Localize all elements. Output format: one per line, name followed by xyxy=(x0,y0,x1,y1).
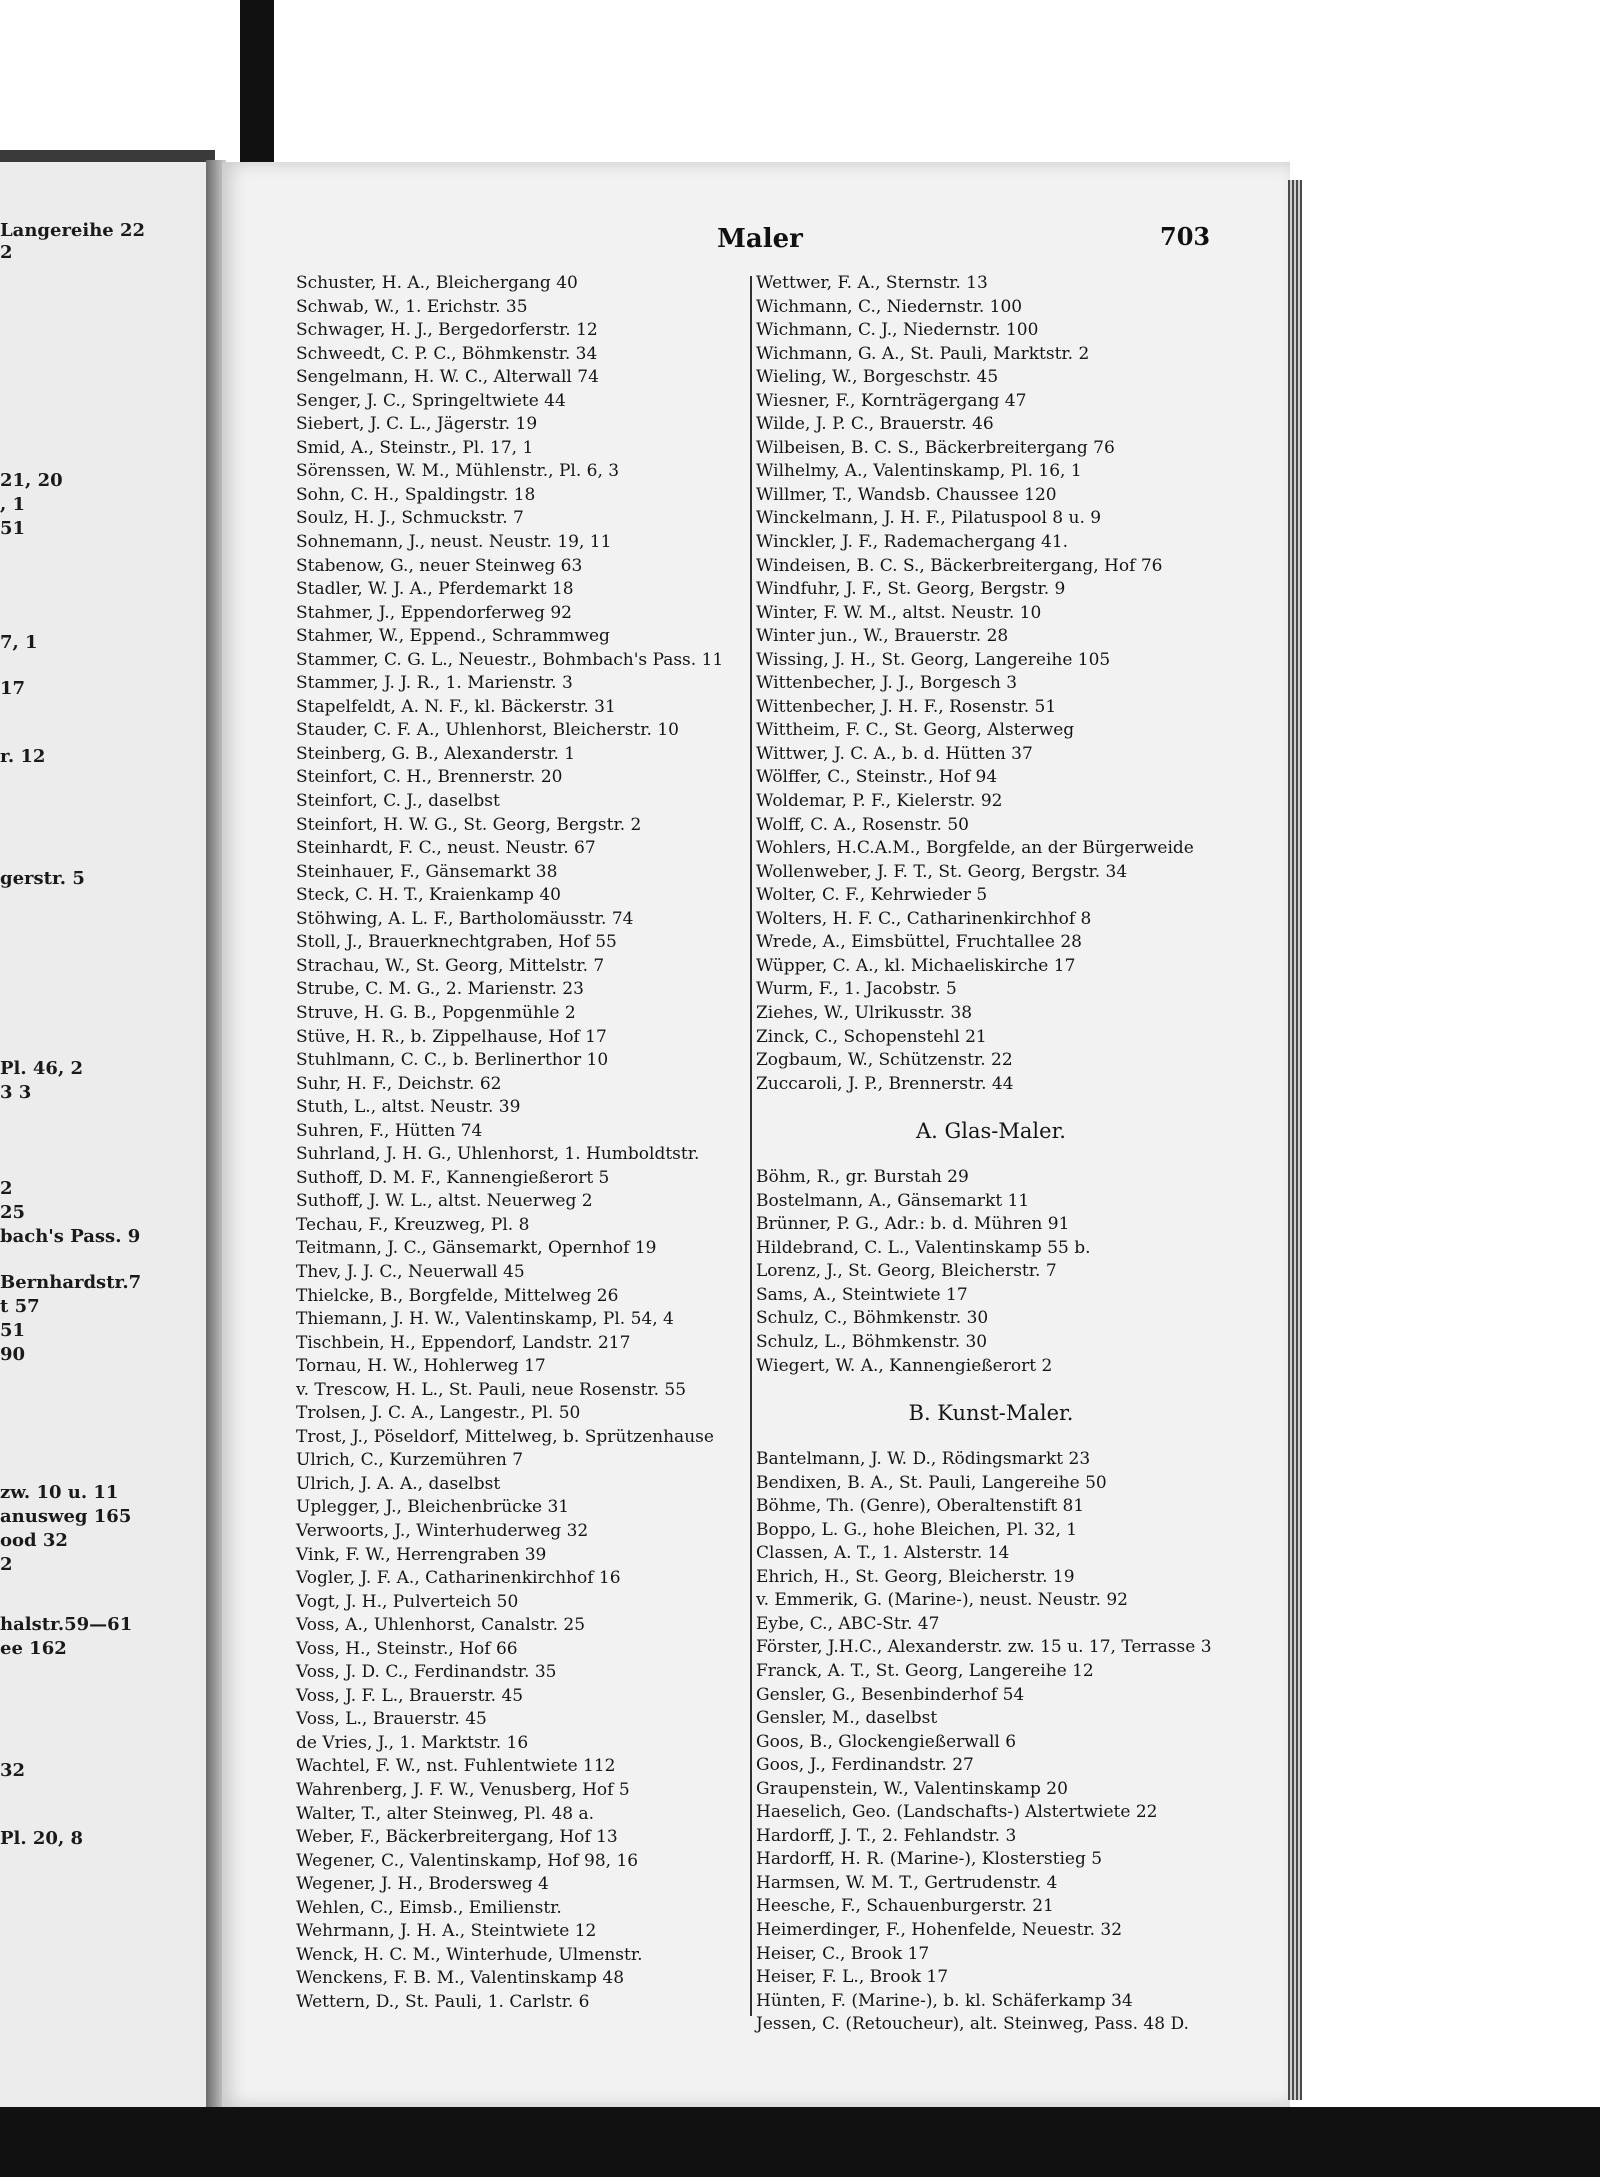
directory-entry: de Vries, J., 1. Marktstr. 16 xyxy=(296,1732,529,1753)
directory-entry: v. Trescow, H. L., St. Pauli, neue Rosenstr. 55 xyxy=(296,1379,687,1400)
directory-entry: Walter, T., alter Steinweg, Pl. 48 a. xyxy=(296,1803,595,1824)
left-column xyxy=(296,272,746,2014)
binding-strip xyxy=(240,0,274,170)
directory-entry: Hardorff, J. T., 2. Fehlandstr. 3 xyxy=(756,1825,1017,1846)
directory-entry: Smid, A., Steinstr., Pl. 17, 1 xyxy=(296,437,534,458)
directory-entry: Steck, C. H. T., Kraienkamp 40 xyxy=(296,885,561,906)
directory-entry: Gensler, M., daselbst xyxy=(756,1708,938,1729)
directory-entry: Voss, L., Brauerstr. 45 xyxy=(296,1709,487,1730)
directory-entry: Steinberg, G. B., Alexanderstr. 1 xyxy=(296,743,576,764)
directory-entry: Stammer, J. J. R., 1. Marienstr. 3 xyxy=(296,673,573,694)
directory-entry: Techau, F., Kreuzweg, Pl. 8 xyxy=(296,1214,530,1235)
directory-entry: Wollenweber, J. F. T., St. Georg, Bergstr. 34 xyxy=(756,861,1128,882)
prev-page-fragment: r. 12 xyxy=(0,746,46,767)
directory-entry: Wiegert, W. A., Kannengießerort 2 xyxy=(756,1355,1053,1376)
prev-page-fragment: zw. 10 u. 11 xyxy=(0,1482,119,1503)
directory-entry: Stöhwing, A. L. F., Bartholomäusstr. 74 xyxy=(296,908,634,929)
prev-page-fragment: 51 xyxy=(0,1320,26,1341)
directory-entry: Heesche, F., Schauenburgerstr. 21 xyxy=(756,1896,1054,1917)
directory-entry: Vink, F. W., Herrengraben 39 xyxy=(296,1544,547,1565)
directory-entry: Voss, J. F. L., Brauerstr. 45 xyxy=(296,1685,524,1706)
directory-entry: Graupenstein, W., Valentinskamp 20 xyxy=(756,1778,1068,1799)
directory-entry: Steinfort, C. J., daselbst xyxy=(296,791,500,812)
directory-entry: Bendixen, B. A., St. Pauli, Langereihe 50 xyxy=(756,1472,1107,1493)
directory-entry: Jessen, C. (Retoucheur), alt. Steinweg, Pass. 48 D. xyxy=(756,2014,1189,2035)
directory-entry: Gensler, G., Besenbinderhof 54 xyxy=(756,1684,1025,1705)
directory-entry: Siebert, J. C. L., Jägerstr. 19 xyxy=(296,414,538,435)
directory-entry: Eybe, C., ABC-Str. 47 xyxy=(756,1613,940,1634)
directory-entry: Winckler, J. F., Rademachergang 41. xyxy=(756,532,1069,553)
directory-entry: Wissing, J. H., St. Georg, Langereihe 105 xyxy=(756,649,1111,670)
directory-entry: Schuster, H. A., Bleichergang 40 xyxy=(296,273,578,293)
prev-page-fragment: t 57 xyxy=(0,1296,40,1317)
right-column-main-list xyxy=(756,272,1226,1096)
directory-entry: Heiser, F. L., Brook 17 xyxy=(756,1967,949,1988)
directory-entry: Wahrenberg, J. F. W., Venusberg, Hof 5 xyxy=(296,1780,630,1800)
directory-entry: Zuccaroli, J. P., Brennerstr. 44 xyxy=(756,1073,1014,1094)
directory-entry: Windeisen, B. C. S., Bäckerbreitergang, Hof 76 xyxy=(756,555,1163,576)
directory-entry: Stabenow, G., neuer Steinweg 63 xyxy=(296,555,583,576)
directory-entry: Suhren, F., Hütten 74 xyxy=(296,1120,483,1141)
directory-entry: Steinfort, C. H., Brennerstr. 20 xyxy=(296,767,563,788)
directory-entry: Schulz, C., Böhmkenstr. 30 xyxy=(756,1308,989,1329)
prev-page-fragment: bach's Pass. 9 xyxy=(0,1226,141,1247)
directory-entry: Winter jun., W., Brauerstr. 28 xyxy=(756,626,1009,647)
directory-entry: Wüpper, C. A., kl. Michaeliskirche 17 xyxy=(756,955,1076,976)
directory-entry: Strube, C. M. G., 2. Marienstr. 23 xyxy=(296,979,584,1000)
prev-page-fragment: ee 162 xyxy=(0,1638,67,1659)
page-number: 703 xyxy=(1160,222,1211,251)
prev-page-fragment: 25 xyxy=(0,1202,26,1223)
glass-painters-list xyxy=(756,1166,1226,1378)
directory-entry: Wittwer, J. C. A., b. d. Hütten 37 xyxy=(756,743,1033,764)
directory-entry: Stauder, C. F. A., Uhlenhorst, Bleicherstr. 10 xyxy=(296,720,679,741)
prev-page-fragment: anusweg 165 xyxy=(0,1506,132,1527)
bottom-dark-band xyxy=(0,2107,1600,2177)
directory-entry: Wolter, C. F., Kehrwieder 5 xyxy=(756,885,988,906)
directory-entry: Thielcke, B., Borgfelde, Mittelweg 26 xyxy=(296,1285,619,1306)
directory-entry: Tornau, H. W., Hohlerweg 17 xyxy=(296,1356,546,1377)
directory-entry: Böhme, Th. (Genre), Oberaltenstift 81 xyxy=(756,1496,1085,1517)
prev-page-fragment: 7, 1 xyxy=(0,632,38,653)
directory-entry: Voss, A., Uhlenhorst, Canalstr. 25 xyxy=(296,1615,586,1636)
directory-entry: v. Emmerik, G. (Marine-), neust. Neustr. 92 xyxy=(756,1590,1128,1611)
prev-page-fragment: 3 3 xyxy=(0,1082,32,1103)
prev-page-fragment: Bernhardstr.7 xyxy=(0,1272,142,1293)
directory-entry: Wrede, A., Eimsbüttel, Fruchtallee 28 xyxy=(756,932,1082,953)
directory-entry: Schulz, L., Böhmkenstr. 30 xyxy=(756,1331,988,1352)
directory-entry: Wittheim, F. C., St. Georg, Alsterweg xyxy=(756,720,1075,741)
directory-entry: Wolff, C. A., Rosenstr. 50 xyxy=(756,814,969,835)
directory-entry: Steinfort, H. W. G., St. Georg, Bergstr. 2 xyxy=(296,814,642,835)
directory-entry: Franck, A. T., St. Georg, Langereihe 12 xyxy=(756,1660,1094,1681)
directory-entry: Voss, J. D. C., Ferdinandstr. 35 xyxy=(296,1662,557,1683)
directory-entry: Wiesner, F., Kornträgergang 47 xyxy=(756,390,1027,411)
directory-entry: Zogbaum, W., Schützenstr. 22 xyxy=(756,1050,1013,1071)
directory-entry: Wegener, C., Valentinskamp, Hof 98, 16 xyxy=(296,1850,639,1871)
directory-entry: Böhm, R., gr. Burstah 29 xyxy=(756,1167,969,1188)
directory-entry: Stahmer, J., Eppendorferweg 92 xyxy=(296,602,572,623)
directory-entry: Haeselich, Geo. (Landschafts-) Alstertwiete 22 xyxy=(756,1802,1158,1823)
art-painters-list xyxy=(756,1448,1226,2037)
directory-entry: Ulrich, J. A. A., daselbst xyxy=(296,1473,501,1494)
prev-page-fragment: , 1 xyxy=(0,494,26,515)
directory-entry: Brünner, P. G., Adr.: b. d. Mühren 91 xyxy=(756,1214,1070,1235)
directory-entry: Wehrmann, J. H. A., Steintwiete 12 xyxy=(296,1921,597,1942)
right-column xyxy=(756,272,1226,2037)
directory-entry: Soulz, H. J., Schmuckstr. 7 xyxy=(296,508,524,529)
directory-entry: Ziehes, W., Ulrikusstr. 38 xyxy=(756,1002,973,1023)
directory-entry: Wilde, J. P. C., Brauerstr. 46 xyxy=(756,414,994,435)
directory-entry: Wichmann, C. J., Niedernstr. 100 xyxy=(756,320,1039,341)
directory-entry: Stuth, L., altst. Neustr. 39 xyxy=(296,1097,521,1118)
directory-entry: Lorenz, J., St. Georg, Bleicherstr. 7 xyxy=(756,1261,1057,1282)
directory-entry: Classen, A. T., 1. Alsterstr. 14 xyxy=(756,1543,1010,1564)
prev-page-fragment: halstr.59—61 xyxy=(0,1614,133,1635)
directory-entry: Heimerdinger, F., Hohenfelde, Neuestr. 32 xyxy=(756,1920,1123,1940)
directory-entry: Wehlen, C., Eimsb., Emilienstr. xyxy=(296,1897,562,1918)
directory-entry: Ehrich, H., St. Georg, Bleicherstr. 19 xyxy=(756,1566,1075,1587)
prev-page-fragment: 90 xyxy=(0,1344,26,1365)
prev-page-fragment: 32 xyxy=(0,1760,26,1781)
directory-entry: Sohnemann, J., neust. Neustr. 19, 11 xyxy=(296,532,612,553)
prev-page-fragment: Langereihe 22 xyxy=(0,220,146,241)
directory-entry: Suthoff, J. W. L., altst. Neuerweg 2 xyxy=(296,1191,593,1212)
directory-entry: Weber, F., Bäckerbreitergang, Hof 13 xyxy=(296,1827,618,1848)
prev-page-fragment: 51 xyxy=(0,518,26,539)
prev-page-fragment: Pl. 46, 2 xyxy=(0,1058,84,1079)
directory-entry: Wolters, H. F. C., Catharinenkirchhof 8 xyxy=(756,908,1092,929)
directory-entry: Thiemann, J. H. W., Valentinskamp, Pl. 54, 4 xyxy=(296,1309,674,1330)
directory-entry: Thev, J. J. C., Neuerwall 45 xyxy=(296,1261,525,1282)
directory-entry: Stadler, W. J. A., Pferdemarkt 18 xyxy=(296,579,574,600)
directory-entry: Tischbein, H., Eppendorf, Landstr. 217 xyxy=(296,1332,631,1353)
directory-entry: Bantelmann, J. W. D., Rödingsmarkt 23 xyxy=(756,1449,1091,1470)
directory-entry: Stoll, J., Brauerknechtgraben, Hof 55 xyxy=(296,932,617,953)
directory-entry: Teitmann, J. C., Gänsemarkt, Opernhof 19 xyxy=(296,1238,657,1259)
directory-entry: Wölffer, C., Steinstr., Hof 94 xyxy=(756,767,998,788)
directory-entry: Hildebrand, C. L., Valentinskamp 55 b. xyxy=(756,1237,1091,1258)
page-stack-edge xyxy=(1288,180,1302,2100)
directory-entry: Steinhardt, F. C., neust. Neustr. 67 xyxy=(296,838,596,859)
column-divider xyxy=(750,276,752,2016)
directory-entry: Vogler, J. F. A., Catharinenkirchhof 16 xyxy=(296,1568,621,1589)
directory-entry: Wegener, J. H., Brodersweg 4 xyxy=(296,1874,549,1895)
directory-entry: Wenck, H. C. M., Winterhude, Ulmenstr. xyxy=(296,1944,643,1965)
directory-entry: Suhr, H. F., Deichstr. 62 xyxy=(296,1073,502,1094)
directory-entry: Sengelmann, H. W. C., Alterwall 74 xyxy=(296,367,599,388)
directory-entry: Wettern, D., St. Pauli, 1. Carlstr. 6 xyxy=(296,1991,590,2012)
directory-entry: Trost, J., Pöseldorf, Mittelweg, b. Sprützenhause xyxy=(296,1426,714,1447)
directory-entry: Woldemar, P. F., Kielerstr. 92 xyxy=(756,791,1003,812)
directory-entry: Verwoorts, J., Winterhuderweg 32 xyxy=(296,1520,589,1541)
directory-entry: Strachau, W., St. Georg, Mittelstr. 7 xyxy=(296,955,605,976)
directory-entry: Hardorff, H. R. (Marine-), Klosterstieg 5 xyxy=(756,1849,1103,1870)
directory-entry: Stuhlmann, C. C., b. Berlinerthor 10 xyxy=(296,1050,609,1071)
directory-entry: Wilbeisen, B. C. S., Bäckerbreitergang 76 xyxy=(756,437,1115,458)
directory-entry: Steinhauer, F., Gänsemarkt 38 xyxy=(296,861,558,882)
directory-entry: Stüve, H. R., b. Zippelhause, Hof 17 xyxy=(296,1026,607,1047)
page-header-title: Maler xyxy=(717,224,803,254)
directory-entry: Wieling, W., Borgeschstr. 45 xyxy=(756,367,999,388)
directory-entry: Boppo, L. G., hohe Bleichen, Pl. 32, 1 xyxy=(756,1519,1078,1540)
previous-page-edge xyxy=(0,162,212,2112)
directory-entry: Trolsen, J. C. A., Langestr., Pl. 50 xyxy=(296,1403,581,1424)
directory-entry: Wichmann, C., Niedernstr. 100 xyxy=(756,296,1023,317)
directory-entry: Harmsen, W. M. T., Gertrudenstr. 4 xyxy=(756,1872,1058,1893)
directory-entry: Wurm, F., 1. Jacobstr. 5 xyxy=(756,979,957,1000)
prev-page-fragment: gerstr. 5 xyxy=(0,868,85,889)
prev-page-fragment: Pl. 20, 8 xyxy=(0,1828,84,1849)
directory-entry: Suthoff, D. M. F., Kannengießerort 5 xyxy=(296,1167,610,1188)
directory-entry: Ulrich, C., Kurzemühren 7 xyxy=(296,1450,524,1471)
directory-entry: Sohn, C. H., Spaldingstr. 18 xyxy=(296,484,536,505)
directory-entry: Stahmer, W., Eppend., Schrammweg xyxy=(296,626,610,647)
prev-page-fragment: 2 xyxy=(0,1554,13,1575)
directory-entry: Schweedt, C. P. C., Böhmkenstr. 34 xyxy=(296,343,598,364)
directory-entry: Uplegger, J., Bleichenbrücke 31 xyxy=(296,1497,570,1518)
directory-entry: Wenckens, F. B. M., Valentinskamp 48 xyxy=(296,1968,625,1989)
directory-entry: Bostelmann, A., Gänsemarkt 11 xyxy=(756,1190,1030,1211)
directory-entry: Sams, A., Steintwiete 17 xyxy=(756,1284,968,1305)
prev-page-fragment: 2 xyxy=(0,1178,13,1199)
section-title-art-painters: B. Kunst-Maler. xyxy=(908,1401,1074,1426)
directory-entry: Goos, B., Glockengießerwall 6 xyxy=(756,1731,1017,1752)
section-title-glass-painters: A. Glas-Maler. xyxy=(916,1119,1066,1144)
directory-entry: Wettwer, F. A., Sternstr. 13 xyxy=(756,273,988,293)
directory-entry: Willmer, T., Wandsb. Chaussee 120 xyxy=(756,484,1057,505)
prev-page-fragment: 17 xyxy=(0,678,26,699)
directory-entry: Schwager, H. J., Bergedorferstr. 12 xyxy=(296,320,598,341)
prev-page-fragment: 2 xyxy=(0,242,13,263)
directory-entry: Winckelmann, J. H. F., Pilatuspool 8 u. 9 xyxy=(756,508,1102,529)
directory-entry: Stapelfeldt, A. N. F., kl. Bäckerstr. 31 xyxy=(296,696,616,717)
directory-entry: Schwab, W., 1. Erichstr. 35 xyxy=(296,296,528,317)
prev-page-fragment: 21, 20 xyxy=(0,470,63,491)
directory-entry: Struve, H. G. B., Popgenmühle 2 xyxy=(296,1002,576,1023)
directory-entry: Wohlers, H.C.A.M., Borgfelde, an der Bürgerweide xyxy=(756,838,1194,859)
directory-entry: Heiser, C., Brook 17 xyxy=(756,1943,930,1964)
directory-entry: Wilhelmy, A., Valentinskamp, Pl. 16, 1 xyxy=(756,461,1082,482)
directory-entry: Wittenbecher, J. H. F., Rosenstr. 51 xyxy=(756,696,1057,717)
prev-page-fragment: ood 32 xyxy=(0,1530,68,1551)
directory-entry: Suhrland, J. H. G., Uhlenhorst, 1. Humboldtstr. xyxy=(296,1144,700,1165)
directory-entry: Vogt, J. H., Pulverteich 50 xyxy=(296,1591,519,1612)
directory-entry: Sörenssen, W. M., Mühlenstr., Pl. 6, 3 xyxy=(296,461,620,482)
directory-entry: Wachtel, F. W., nst. Fuhlentwiete 112 xyxy=(296,1756,616,1777)
directory-entry: Zinck, C., Schopenstehl 21 xyxy=(756,1026,987,1047)
directory-entry: Wittenbecher, J. J., Borgesch 3 xyxy=(756,673,1018,694)
directory-entry: Senger, J. C., Springeltwiete 44 xyxy=(296,390,566,411)
directory-entry: Voss, H., Steinstr., Hof 66 xyxy=(296,1638,518,1659)
directory-entry: Winter, F. W. M., altst. Neustr. 10 xyxy=(756,602,1042,623)
directory-entry: Stammer, C. G. L., Neuestr., Bohmbach's Pass. 11 xyxy=(296,649,724,670)
directory-entry: Wichmann, G. A., St. Pauli, Marktstr. 2 xyxy=(756,343,1090,364)
directory-entry: Hünten, F. (Marine-), b. kl. Schäferkamp 34 xyxy=(756,1990,1133,2011)
directory-entry: Förster, J.H.C., Alexanderstr. zw. 15 u. 17, Terrasse 3 xyxy=(756,1637,1212,1658)
directory-entry: Windfuhr, J. F., St. Georg, Bergstr. 9 xyxy=(756,579,1066,600)
directory-entry: Goos, J., Ferdinandstr. 27 xyxy=(756,1755,974,1776)
